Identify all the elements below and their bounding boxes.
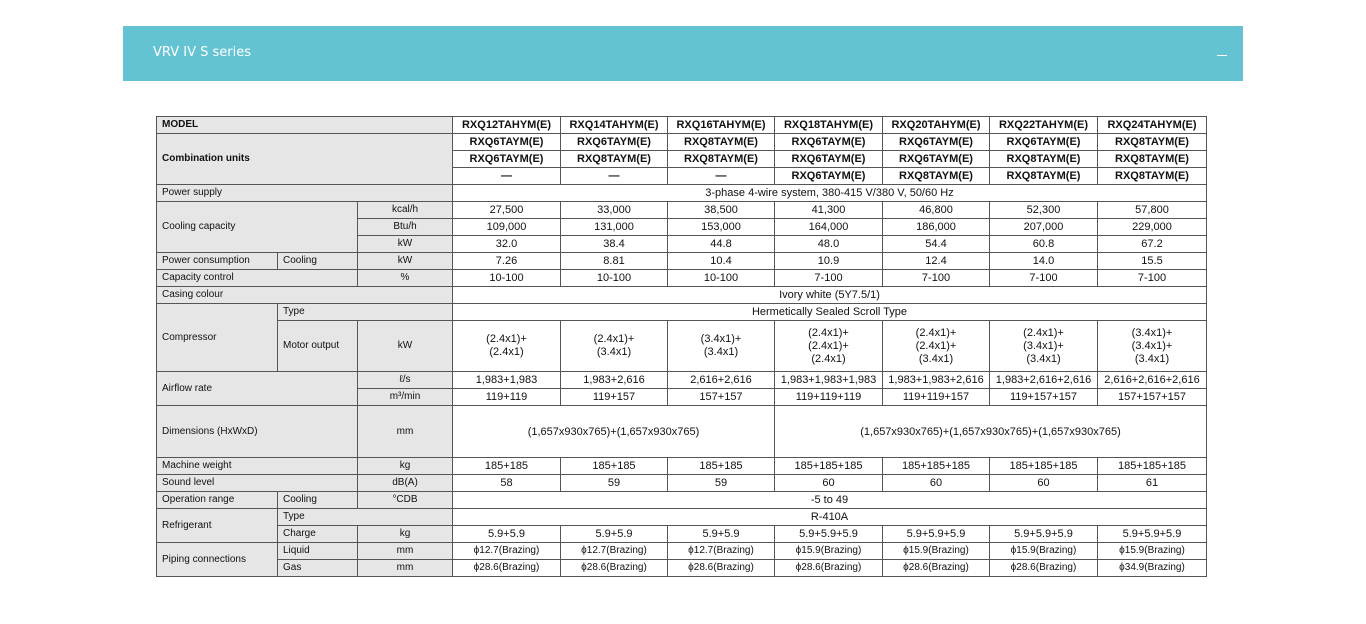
table-row — [157, 560, 1207, 577]
operation-range-sub: Cooling — [278, 492, 358, 509]
dimensions-value-3unit: (1,657x930x765)+(1,657x930x765)+(1,657x930x765) — [775, 406, 1207, 458]
refrigerant-type-label: Type — [278, 509, 453, 526]
cooling-capacity-value: 46,800 — [883, 202, 990, 219]
cooling-capacity-value: 186,000 — [883, 219, 990, 236]
table-row — [157, 458, 1207, 475]
motor-output-line: (2.4x1) — [489, 346, 524, 358]
combination-unit: — — [668, 168, 775, 185]
table-row — [157, 117, 1207, 134]
airflow-value: 2,616+2,616+2,616 — [1098, 372, 1207, 389]
sound-level-value: 61 — [1098, 475, 1207, 492]
dimensions-label: Dimensions (HxWxD) — [157, 406, 358, 458]
machine-weight-value: 185+185 — [561, 458, 668, 475]
cooling-capacity-value: 27,500 — [453, 202, 561, 219]
power-supply-label: Power supply — [157, 185, 453, 202]
combination-unit: RXQ6TAYM(E) — [453, 151, 561, 168]
airflow-value: 119+157 — [561, 389, 668, 406]
sound-level-label: Sound level — [157, 475, 358, 492]
sound-level-value: 60 — [990, 475, 1098, 492]
unit-label: mm — [358, 406, 453, 458]
piping-gas-value: ϕ28.6(Brazing) — [883, 560, 990, 577]
machine-weight-value: 185+185+185 — [775, 458, 883, 475]
model-name: RXQ14TAHYM(E) — [561, 117, 668, 134]
piping-gas-value: ϕ28.6(Brazing) — [668, 560, 775, 577]
piping-liquid-value: ϕ12.7(Brazing) — [453, 543, 561, 560]
combination-unit: RXQ8TAYM(E) — [990, 168, 1098, 185]
airflow-value: 119+119 — [453, 389, 561, 406]
piping-liquid-value: ϕ15.9(Brazing) — [883, 543, 990, 560]
motor-output-line: (3.4x1)+ — [700, 333, 742, 345]
unit-label: % — [358, 270, 453, 287]
table-row — [157, 492, 1207, 509]
power-consumption-sub: Cooling — [278, 253, 358, 270]
refrigerant-charge-value: 5.9+5.9 — [453, 526, 561, 543]
table-row — [157, 475, 1207, 492]
combination-unit: RXQ8TAYM(E) — [1098, 168, 1207, 185]
table-row — [157, 134, 1207, 151]
unit-label: kcal/h — [358, 202, 453, 219]
piping-liquid-value: ϕ12.7(Brazing) — [668, 543, 775, 560]
motor-output-line: (3.4x1) — [1134, 352, 1170, 365]
table-row — [157, 406, 1207, 458]
compressor-type-label: Type — [278, 304, 453, 321]
refrigerant-type-value: R-410A — [453, 509, 1207, 526]
machine-weight-value: 185+185+185 — [990, 458, 1098, 475]
table-row — [157, 372, 1207, 389]
refrigerant-charge-value: 5.9+5.9+5.9 — [775, 526, 883, 543]
motor-output-line: (2.4x1)+ — [593, 333, 635, 345]
motor-output-line: (3.4x1) — [703, 346, 739, 358]
combination-unit: — — [561, 168, 668, 185]
cooling-capacity-label: Cooling capacity — [157, 202, 358, 253]
piping-gas-value: ϕ34.9(Brazing) — [1098, 560, 1207, 577]
unit-label: °CDB — [358, 492, 453, 509]
power-consumption-value: 7.26 — [453, 253, 561, 270]
refrigerant-charge-value: 5.9+5.9+5.9 — [990, 526, 1098, 543]
operation-range-label: Operation range — [157, 492, 278, 509]
table-row — [157, 304, 1207, 321]
airflow-value: 1,983+2,616 — [561, 372, 668, 389]
model-label: MODEL — [157, 117, 453, 134]
piping-label: Piping connections — [157, 543, 278, 577]
combination-unit: RXQ8TAYM(E) — [668, 151, 775, 168]
motor-output-label: Motor output — [278, 321, 358, 372]
cooling-capacity-value: 52,300 — [990, 202, 1098, 219]
model-name: RXQ12TAHYM(E) — [453, 117, 561, 134]
table-row — [157, 185, 1207, 202]
airflow-value: 1,983+1,983+1,983 — [775, 372, 883, 389]
unit-label: mm — [358, 543, 453, 560]
table-row — [157, 270, 1207, 287]
collapse-icon[interactable] — [1217, 45, 1227, 59]
power-consumption-value: 15.5 — [1098, 253, 1207, 270]
unit-label: kW — [358, 236, 453, 253]
motor-output-value — [775, 321, 883, 372]
unit-label: m³/min — [358, 389, 453, 406]
combination-unit: RXQ6TAYM(E) — [775, 151, 883, 168]
power-consumption-value: 10.4 — [668, 253, 775, 270]
piping-liquid-value: ϕ15.9(Brazing) — [1098, 543, 1207, 560]
combination-unit: RXQ6TAYM(E) — [775, 168, 883, 185]
panel-header[interactable] — [123, 26, 1243, 81]
machine-weight-label: Machine weight — [157, 458, 358, 475]
refrigerant-label: Refrigerant — [157, 509, 278, 543]
motor-output-line: (3.4x1) — [1026, 352, 1061, 365]
cooling-capacity-value: 33,000 — [561, 202, 668, 219]
piping-liquid-label: Liquid — [278, 543, 358, 560]
motor-output-line: (3.4x1) — [596, 346, 632, 358]
machine-weight-value: 185+185+185 — [1098, 458, 1207, 475]
unit-label: Btu/h — [358, 219, 453, 236]
machine-weight-value: 185+185+185 — [883, 458, 990, 475]
motor-output-line: (2.4x1)+ — [1023, 326, 1064, 339]
sound-level-value: 60 — [775, 475, 883, 492]
piping-gas-value: ϕ28.6(Brazing) — [561, 560, 668, 577]
combination-unit: RXQ6TAYM(E) — [775, 134, 883, 151]
combination-unit: RXQ8TAYM(E) — [561, 151, 668, 168]
sound-level-value: 59 — [668, 475, 775, 492]
power-consumption-label: Power consumption — [157, 253, 278, 270]
combination-label: Combination units — [157, 134, 453, 185]
cooling-capacity-value: 41,300 — [775, 202, 883, 219]
piping-liquid-value: ϕ15.9(Brazing) — [990, 543, 1098, 560]
sound-level-value: 58 — [453, 475, 561, 492]
piping-gas-value: ϕ28.6(Brazing) — [775, 560, 883, 577]
airflow-value: 119+119+119 — [775, 389, 883, 406]
unit-label: kW — [358, 253, 453, 270]
capacity-control-value: 10-100 — [668, 270, 775, 287]
motor-output-value — [990, 321, 1098, 372]
piping-gas-label: Gas — [278, 560, 358, 577]
cooling-capacity-value: 48.0 — [775, 236, 883, 253]
combination-unit: RXQ8TAYM(E) — [990, 151, 1098, 168]
combination-unit: RXQ6TAYM(E) — [883, 151, 990, 168]
cooling-capacity-value: 109,000 — [453, 219, 561, 236]
compressor-label: Compressor — [157, 304, 278, 372]
combination-unit: RXQ6TAYM(E) — [990, 134, 1098, 151]
combination-unit: RXQ6TAYM(E) — [883, 134, 990, 151]
motor-output-line: (3.4x1)+ — [1131, 326, 1173, 339]
cooling-capacity-value: 67.2 — [1098, 236, 1207, 253]
unit-label: ℓ/s — [358, 372, 453, 389]
piping-liquid-value: ϕ15.9(Brazing) — [775, 543, 883, 560]
combination-unit: RXQ8TAYM(E) — [1098, 151, 1207, 168]
airflow-value: 119+157+157 — [990, 389, 1098, 406]
compressor-type-value: Hermetically Sealed Scroll Type — [453, 304, 1207, 321]
model-name: RXQ20TAHYM(E) — [883, 117, 990, 134]
motor-output-line: (2.4x1)+ — [915, 326, 957, 339]
power-consumption-value: 10.9 — [775, 253, 883, 270]
refrigerant-charge-value: 5.9+5.9 — [668, 526, 775, 543]
sound-level-value: 59 — [561, 475, 668, 492]
unit-label: dB(A) — [358, 475, 453, 492]
motor-output-line: (3.4x1)+ — [1131, 339, 1173, 352]
unit-label: kg — [358, 526, 453, 543]
motor-output-value — [1098, 321, 1207, 372]
combination-unit: — — [453, 168, 561, 185]
power-supply-value: 3-phase 4-wire system, 380-415 V/380 V, 50/60 Hz — [453, 185, 1207, 202]
cooling-capacity-value: 207,000 — [990, 219, 1098, 236]
cooling-capacity-value: 54.4 — [883, 236, 990, 253]
cooling-capacity-value: 60.8 — [990, 236, 1098, 253]
power-consumption-value: 12.4 — [883, 253, 990, 270]
airflow-value: 119+119+157 — [883, 389, 990, 406]
airflow-value: 1,983+1,983 — [453, 372, 561, 389]
piping-gas-value: ϕ28.6(Brazing) — [453, 560, 561, 577]
table-row — [157, 202, 1207, 219]
airflow-value: 1,983+2,616+2,616 — [990, 372, 1098, 389]
cooling-capacity-value: 153,000 — [668, 219, 775, 236]
operation-range-value: -5 to 49 — [453, 492, 1207, 509]
unit-label: kW — [358, 321, 453, 372]
cooling-capacity-value: 38,500 — [668, 202, 775, 219]
airflow-value: 1,983+1,983+2,616 — [883, 372, 990, 389]
piping-gas-value: ϕ28.6(Brazing) — [990, 560, 1098, 577]
refrigerant-charge-value: 5.9+5.9+5.9 — [883, 526, 990, 543]
table-row — [157, 526, 1207, 543]
unit-label: kg — [358, 458, 453, 475]
motor-output-line: (3.4x1) — [918, 352, 954, 365]
airflow-value: 2,616+2,616 — [668, 372, 775, 389]
sound-level-value: 60 — [883, 475, 990, 492]
casing-colour-value: Ivory white (5Y7.5/1) — [453, 287, 1207, 304]
combination-unit: RXQ6TAYM(E) — [453, 134, 561, 151]
combination-unit: RXQ8TAYM(E) — [883, 168, 990, 185]
dimensions-value-2unit: (1,657x930x765)+(1,657x930x765) — [453, 406, 775, 458]
table-row — [157, 253, 1207, 270]
motor-output-line: (2.4x1)+ — [915, 339, 957, 352]
machine-weight-value: 185+185 — [453, 458, 561, 475]
unit-label: mm — [358, 560, 453, 577]
table-row — [157, 321, 1207, 372]
motor-output-line: (2.4x1)+ — [808, 339, 849, 352]
power-consumption-value: 14.0 — [990, 253, 1098, 270]
spec-table — [156, 116, 1207, 577]
machine-weight-value: 185+185 — [668, 458, 775, 475]
motor-output-value — [453, 321, 561, 372]
motor-output-line: (3.4x1)+ — [1023, 339, 1064, 352]
panel-title: VRV IV S series — [153, 45, 251, 60]
motor-output-line: (2.4x1)+ — [808, 326, 849, 339]
capacity-control-value: 10-100 — [453, 270, 561, 287]
table-row — [157, 543, 1207, 560]
model-name: RXQ24TAHYM(E) — [1098, 117, 1207, 134]
combination-unit: RXQ8TAYM(E) — [1098, 134, 1207, 151]
table-row — [157, 509, 1207, 526]
airflow-label: Airflow rate — [157, 372, 358, 406]
capacity-control-value: 7-100 — [1098, 270, 1207, 287]
model-name: RXQ18TAHYM(E) — [775, 117, 883, 134]
cooling-capacity-value: 131,000 — [561, 219, 668, 236]
motor-output-line: (2.4x1)+ — [486, 333, 527, 345]
capacity-control-value: 10-100 — [561, 270, 668, 287]
airflow-value: 157+157 — [668, 389, 775, 406]
motor-output-value — [883, 321, 990, 372]
model-name: RXQ22TAHYM(E) — [990, 117, 1098, 134]
airflow-value: 157+157+157 — [1098, 389, 1207, 406]
capacity-control-value: 7-100 — [990, 270, 1098, 287]
capacity-control-value: 7-100 — [775, 270, 883, 287]
refrigerant-charge-value: 5.9+5.9+5.9 — [1098, 526, 1207, 543]
cooling-capacity-value: 32.0 — [453, 236, 561, 253]
motor-output-line: (2.4x1) — [811, 352, 846, 365]
motor-output-value — [668, 321, 775, 372]
model-name: RXQ16TAHYM(E) — [668, 117, 775, 134]
piping-liquid-value: ϕ12.7(Brazing) — [561, 543, 668, 560]
power-consumption-value: 8.81 — [561, 253, 668, 270]
refrigerant-charge-label: Charge — [278, 526, 358, 543]
cooling-capacity-value: 229,000 — [1098, 219, 1207, 236]
motor-output-value — [561, 321, 668, 372]
refrigerant-charge-value: 5.9+5.9 — [561, 526, 668, 543]
cooling-capacity-value: 44.8 — [668, 236, 775, 253]
cooling-capacity-value: 164,000 — [775, 219, 883, 236]
cooling-capacity-value: 57,800 — [1098, 202, 1207, 219]
combination-unit: RXQ6TAYM(E) — [561, 134, 668, 151]
combination-unit: RXQ8TAYM(E) — [668, 134, 775, 151]
capacity-control-value: 7-100 — [883, 270, 990, 287]
cooling-capacity-value: 38.4 — [561, 236, 668, 253]
casing-colour-label: Casing colour — [157, 287, 453, 304]
table-row — [157, 287, 1207, 304]
capacity-control-label: Capacity control — [157, 270, 358, 287]
